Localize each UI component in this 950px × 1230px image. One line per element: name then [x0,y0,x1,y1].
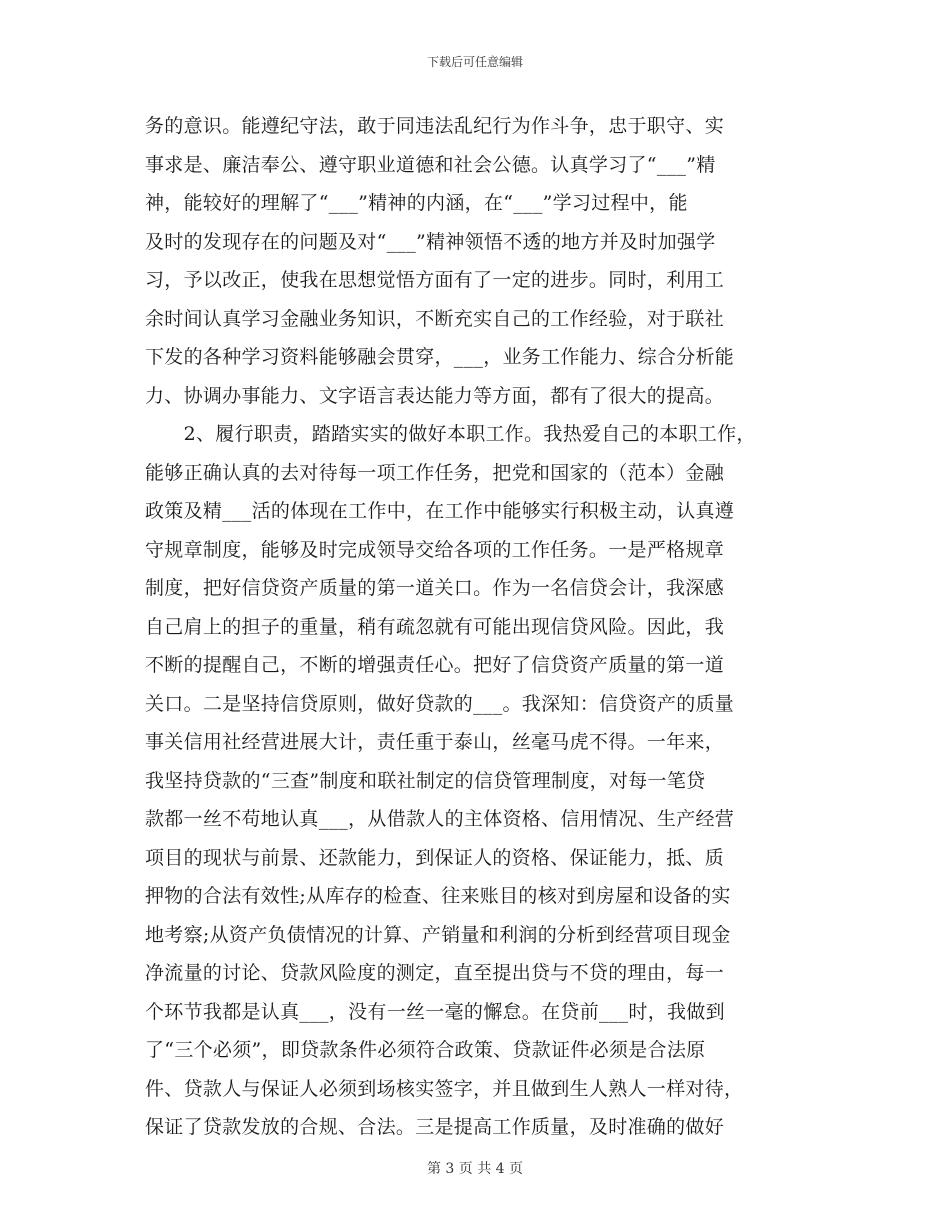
text-line: 保证了贷款发放的合规、合法。三是提高工作质量，及时准确的做好 [145,1116,725,1138]
document-body [145,107,825,1147]
text-line: 个环节我都是认真___，没有一丝一毫的懈怠。在贷前___时，我做到 [145,1000,725,1023]
text-line: 我坚持贷款的“三查”制度和联社制定的信贷管理制度，对每一笔贷 [145,769,706,792]
text-line: 关口。二是坚持信贷原则，做好贷款的___。我深知：信贷资产的质量 [145,692,735,715]
text-line: 款都一丝不苟地认真___，从借款人的主体资格、信用情况、生产经营 [145,808,735,830]
text-line: 下发的各种学习资料能够融会贯穿，___，业务工作能力、综合分析能 [145,346,735,368]
text-line: 神，能较好的理解了“___”精神的内涵，在“___”学习过程中，能 [145,192,688,214]
text-line: 政策及精___活的体现在工作中，在工作中能够实行积极主动，认真遵 [145,500,735,522]
text-line: 制度，把好信贷资产质量的第一道关口。作为一名信贷会计，我深感 [145,577,725,599]
text-line: 习，予以改正，使我在思想觉悟方面有了一定的进步。同时，利用工 [145,269,725,291]
text-line: 了“三个必须”，即贷款条件必须符合政策、贷款证件必须是合法原 [145,1039,706,1061]
text-line: 自己肩上的担子的重量，稍有疏忽就有可能出现信贷风险。因此，我 [145,615,725,638]
text-line: 及时的发现存在的问题及对“___”精神领悟不透的地方并及时加强学 [145,230,716,253]
text-line: 净流量的讨论、贷款风险度的测定，直至提出贷与不贷的理由，每一 [145,962,725,984]
text-line: 件、贷款人与保证人必须到场核实签字，并且做到生人熟人一样对待， [145,1077,744,1100]
text-line: 项目的现状与前景、还款能力，到保证人的资格、保证能力，抵、质 [145,846,725,869]
text-line: 务的意识。能遵纪守法，敢于同违法乱纪行为作斗争，忠于职守、实 [145,115,725,137]
text-line: 能够正确认真的去对待每一项工作任务，把党和国家的（范本）金融 [145,461,725,484]
text-line: 事关信用社经营进展大计，责任重于泰山，丝毫马虎不得。一年来， [145,731,725,753]
text-line: 不断的提醒自己，不断的增强责任心。把好了信贷资产质量的第一道 [145,654,725,676]
text-line: 余时间认真学习金融业务知识，不断充实自己的工作经验，对于联社 [145,307,725,330]
text-line: 地考察;从资产负债情况的计算、产销量和利润的分析到经营项目现金 [145,923,731,946]
text-line: 守规章制度，能够及时完成领导交给各项的工作任务。一是严格规章 [145,538,725,561]
text-line: 事求是、廉洁奉公、遵守职业道德和社会公德。认真学习了“___”精 [145,153,716,176]
text-line: 押物的合法有效性;从库存的检查、往来账目的核对到房屋和设备的实 [145,885,731,907]
page-header: 下载后可任意编辑 [426,55,523,69]
text-line: 力、协调办事能力、文字语言表达能力等方面，都有了很大的提高。 [145,384,725,407]
text-line: 2、履行职责，踏踏实实的做好本职工作。我热爱自己的本职工作， [145,423,756,445]
page-footer: 第 3 页 共 4 页 [426,1161,524,1177]
